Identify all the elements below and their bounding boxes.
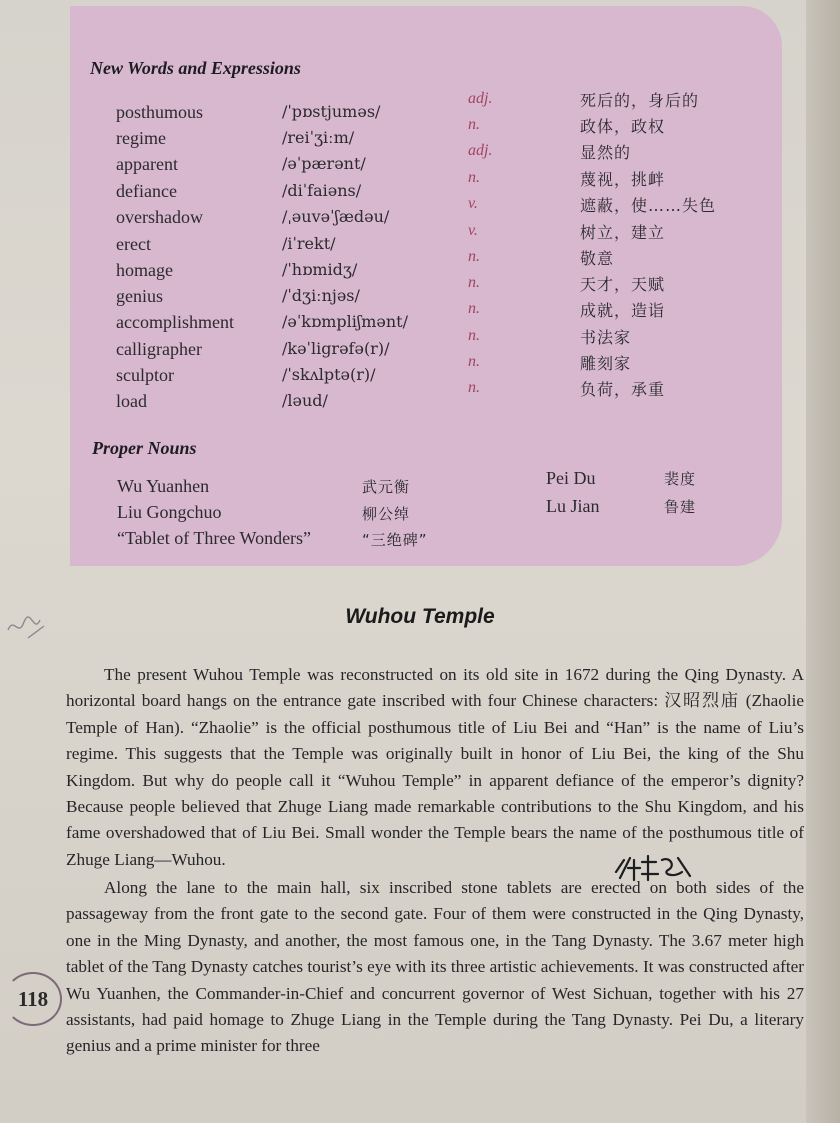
vocab-part-of-speech: n. [468,300,480,317]
vocab-word: regime [116,128,166,148]
vocab-phonetic: /diˈfaiəns/ [282,181,362,200]
vocab-chinese-meaning: 蔑视，挑衅 [580,170,666,189]
page-number: 118 [4,972,62,1026]
vocab-row [70,248,782,286]
vocab-part-of-speech: n. [468,116,480,133]
vocab-word: apparent [116,154,178,174]
vocab-phonetic: /kəˈligrəfə(r)/ [282,339,390,358]
vocab-word: calligrapher [116,339,202,359]
vocab-part-of-speech: v. [468,195,478,212]
proper-noun-cn: 柳公绰 [362,505,411,523]
paragraph-text: Along the lane to the main hall, six inscribed stone tablets are erected on both sides of the passageway from the front gate to the second gate. Four of them were constructed in the Qing Dynasty, one in the Ming Dynasty, and another, the most famous one, in the Tang Dynasty. The 3.67 meter high tablet of the Tang Dynasty catches tourist’s eye with its three artistic achievements. It was constructed after Wu Yuanhen, the Commander-in-Chief and concurrent governor of West Sichuan, together with his 27 assistants, had paid homage to Zhuge Liang in the Temple during the Tang Dynasty. Pei Du, a literary genius and a prime minister for three [66,878,804,1056]
vocab-row [70,353,782,391]
handwritten-annotation-icon [612,852,696,884]
vocab-part-of-speech: v. [468,222,478,239]
vocab-word: defiance [116,181,177,201]
vocab-word: genius [116,286,163,306]
proper-noun-cn: 裴度 [664,470,697,488]
vocab-chinese-meaning: 负荷，承重 [580,380,666,399]
vocab-part-of-speech: n. [468,248,480,265]
vocab-row [70,327,782,365]
vocab-word: posthumous [116,102,204,122]
vocab-chinese-meaning: 书法家 [580,328,632,347]
vocab-word: sculptor [116,365,174,385]
vocab-part-of-speech: n. [468,353,480,370]
vocab-phonetic: /ˈskʌlptə(r)/ [282,365,376,384]
vocab-word: homage [116,260,173,280]
article-paragraph-2 [66,875,804,1060]
vocab-row [70,90,782,128]
vocab-phonetic: /əˈpærənt/ [282,154,366,173]
proper-noun-cn: “三绝碑” [362,531,428,549]
vocab-chinese-meaning: 树立，建立 [580,223,666,242]
vocab-phonetic: /ˈhɒmidʒ/ [282,260,358,279]
proper-noun-cn: 武元衡 [362,478,411,496]
proper-noun-en: Wu Yuanhen [117,476,210,496]
article-title: Wuhou Temple [345,605,495,628]
vocab-chinese-meaning: 政体，政权 [580,117,666,136]
proper-noun-en: Pei Du [546,468,596,488]
article-paragraph-1 [66,662,804,873]
vocab-part-of-speech: n. [468,169,480,186]
vocab-row [70,142,782,180]
vocab-row [70,274,782,312]
vocab-phonetic: /ˌəuvəˈʃædəu/ [282,207,390,226]
vocab-chinese-meaning: 显然的 [580,143,632,162]
vocab-row [70,116,782,154]
vocab-phonetic: /ˈdʒiːnjəs/ [282,286,360,305]
vocab-phonetic: /reiˈʒiːm/ [282,128,355,147]
proper-noun-en: Lu Jian [546,496,600,516]
vocab-part-of-speech: adj. [468,90,493,107]
vocab-chinese-meaning: 遮蔽，使……失色 [580,196,717,215]
vocab-phonetic: /əˈkɒmpliʃmənt/ [282,312,408,331]
vocab-word: load [116,391,147,411]
vocab-part-of-speech: n. [468,274,480,291]
vocab-phonetic: /ləud/ [282,391,328,410]
paragraph-text: The present Wuhou Temple was reconstructed on its old site in 1672 during the Qing Dynasty. A horizontal board hangs on the entrance gate inscribed with four Chinese characters: 汉昭烈庙 (Zhaolie Temple of Han). “Zhaolie” is the official posthumous title of Liu Bei and “Han” is the name of Liu’s regime. This suggests that the Temple was originally built in honor of Liu Bei, the king of the Shu Kingdom. But why do people call it “Wuhou Temple” in apparent defiance of the emperor’s dignity? Because people believed that Zhuge Liang made remarkable contributions to the Shu Kingdom, and his fame overshadowed that of Liu Bei. Small wonder the Temple bears the name of the posthumous title of Zhuge Liang—Wuhou. [66,665,804,869]
vocab-part-of-speech: n. [468,327,480,344]
vocab-chinese-meaning: 成就，造诣 [580,301,666,320]
vocab-title: New Words and Expressions [90,58,301,78]
vocab-row [70,379,782,417]
proper-noun-en: Liu Gongchuo [117,502,222,522]
vocab-row [70,222,782,260]
vocab-word: erect [116,234,151,254]
vocabulary-box [70,6,782,566]
vocab-word: overshadow [116,207,203,227]
proper-noun-en: “Tablet of Three Wonders” [117,528,312,548]
vocab-chinese-meaning: 雕刻家 [580,354,632,373]
vocab-row [70,300,782,338]
vocab-part-of-speech: adj. [468,142,493,159]
vocab-part-of-speech: n. [468,379,480,396]
vocab-chinese-meaning: 天才，天赋 [580,275,666,294]
page-edge [806,0,840,1123]
vocab-chinese-meaning: 死后的，身后的 [580,91,700,110]
vocab-chinese-meaning: 敬意 [580,249,615,268]
vocab-phonetic: /ˈpɒstjuməs/ [282,102,381,121]
vocab-word: accomplishment [116,312,234,332]
proper-noun-cn: 鲁建 [664,498,697,516]
proper-nouns-title: Proper Nouns [92,438,197,458]
vocab-phonetic: /iˈrekt/ [282,234,336,253]
vocab-row [70,195,782,233]
